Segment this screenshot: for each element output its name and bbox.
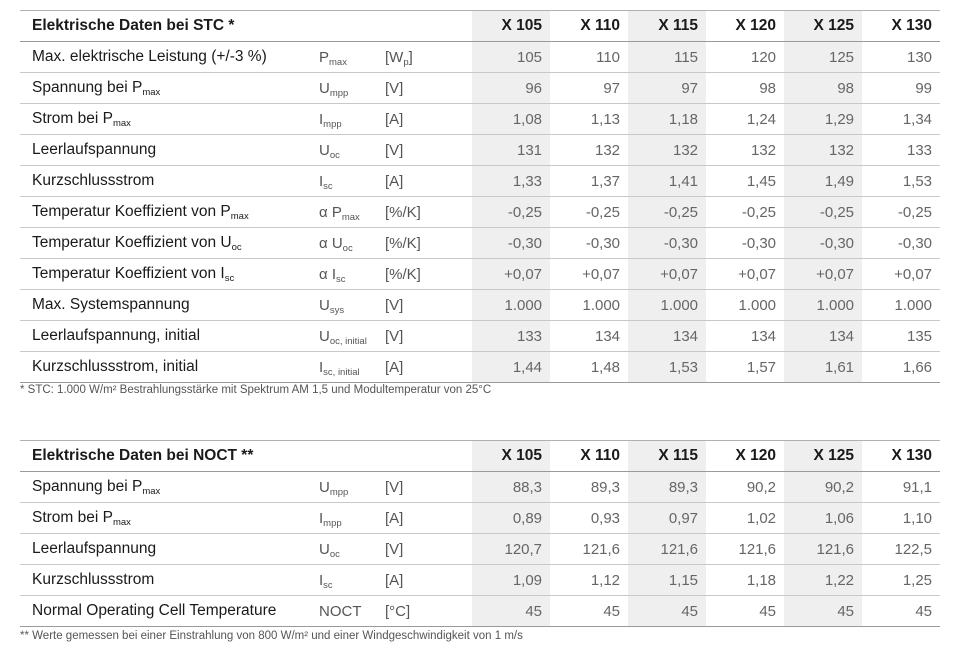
cell-value: 105 — [472, 42, 550, 73]
model-header: X 105 — [472, 11, 550, 42]
cell-value: -0,25 — [784, 197, 862, 228]
row-unit-text: [A] — [385, 110, 404, 128]
cell-value: -0,25 — [550, 197, 628, 228]
row-symbol — [315, 565, 385, 596]
cell-value: 1.000 — [628, 290, 706, 321]
row-symbol-sub: mpp — [323, 118, 342, 130]
row-label — [20, 104, 315, 135]
model-header: X 130 — [862, 441, 940, 472]
model-header: X 125 — [784, 441, 862, 472]
row-label-text: Kurzschlussstrom — [32, 571, 155, 588]
cell-value: 1.000 — [784, 290, 862, 321]
cell-value: 1,18 — [706, 565, 784, 596]
row-label — [20, 472, 315, 503]
cell-value: 1,09 — [472, 565, 550, 596]
row-symbol-sub: sys — [329, 304, 345, 316]
row-symbol — [315, 534, 385, 565]
row-unit-text: [W — [385, 48, 404, 66]
cell-value: -0,30 — [628, 228, 706, 259]
row-symbol — [315, 321, 385, 352]
cell-value: 1,45 — [706, 166, 784, 197]
row-symbol-text: I — [319, 172, 324, 190]
row-label-text: Strom bei P — [32, 110, 113, 127]
stc-table — [20, 10, 940, 383]
table-row — [20, 259, 940, 290]
table-row — [20, 135, 940, 166]
row-symbol-text: U — [319, 478, 330, 496]
row-symbol — [315, 104, 385, 135]
row-symbol-text: NOCT — [319, 602, 362, 620]
row-label-text: Temperatur Koeffizient von I — [32, 265, 225, 282]
model-header: X 110 — [550, 11, 628, 42]
row-unit-text: [A] — [385, 358, 404, 376]
table-row — [20, 290, 940, 321]
cell-value: 45 — [862, 596, 940, 627]
row-symbol-sub: oc, initial — [329, 335, 367, 347]
cell-value: 133 — [472, 321, 550, 352]
cell-value: -0,25 — [628, 197, 706, 228]
row-label-text: Max. Systemspannung — [32, 296, 190, 313]
row-unit — [385, 166, 472, 197]
stc-header-row — [20, 11, 940, 42]
row-symbol-sub: oc — [342, 242, 353, 254]
row-label-sub: max — [142, 87, 161, 98]
cell-value: 1,24 — [706, 104, 784, 135]
cell-value: 89,3 — [550, 472, 628, 503]
row-unit — [385, 352, 472, 383]
cell-value: 132 — [628, 135, 706, 166]
cell-value: 121,6 — [550, 534, 628, 565]
cell-value: 1,15 — [628, 565, 706, 596]
cell-value: 90,2 — [784, 472, 862, 503]
cell-value: 1,06 — [784, 503, 862, 534]
row-symbol — [315, 596, 385, 627]
cell-value: 132 — [706, 135, 784, 166]
row-unit-sub: p — [403, 56, 409, 68]
row-unit-text: [%/K] — [385, 234, 421, 252]
row-label — [20, 596, 315, 627]
row-label — [20, 135, 315, 166]
row-symbol-text: U — [319, 327, 330, 345]
model-header: X 110 — [550, 441, 628, 472]
cell-value: -0,30 — [862, 228, 940, 259]
row-unit-text: [A] — [385, 172, 404, 190]
cell-value: +0,07 — [784, 259, 862, 290]
cell-value: 1,44 — [472, 352, 550, 383]
row-label-text: Spannung bei P — [32, 79, 143, 96]
cell-value: 96 — [472, 73, 550, 104]
table-row — [20, 42, 940, 73]
row-label — [20, 534, 315, 565]
cell-value: 98 — [706, 73, 784, 104]
table-row — [20, 565, 940, 596]
cell-value: 134 — [550, 321, 628, 352]
row-unit — [385, 73, 472, 104]
cell-value: -0,30 — [706, 228, 784, 259]
cell-value: 97 — [628, 73, 706, 104]
row-label-text: Temperatur Koeffizient von U — [32, 234, 232, 251]
cell-value: -0,30 — [472, 228, 550, 259]
row-label-text: Spannung bei P — [32, 478, 143, 495]
model-header: X 115 — [628, 11, 706, 42]
cell-value: 90,2 — [706, 472, 784, 503]
noct-header-row — [20, 441, 940, 472]
cell-value: 45 — [472, 596, 550, 627]
row-symbol-sub: max — [329, 56, 347, 68]
cell-value: 1,33 — [472, 166, 550, 197]
cell-value: 98 — [784, 73, 862, 104]
row-unit-text: [%/K] — [385, 265, 421, 283]
row-symbol-sub: sc — [323, 180, 333, 192]
row-symbol-text: I — [319, 358, 324, 376]
table-row — [20, 104, 940, 135]
cell-value: 1,12 — [550, 565, 628, 596]
cell-value: 45 — [550, 596, 628, 627]
cell-value: 1,34 — [862, 104, 940, 135]
row-symbol-sub: mpp — [329, 87, 349, 99]
row-symbol — [315, 503, 385, 534]
model-header: X 115 — [628, 441, 706, 472]
row-label — [20, 503, 315, 534]
cell-value: 45 — [628, 596, 706, 627]
cell-value: +0,07 — [550, 259, 628, 290]
row-unit-tail: ] — [408, 48, 413, 66]
row-label-text: Leerlaufspannung — [32, 540, 157, 557]
cell-value: 97 — [550, 73, 628, 104]
row-unit-text: [A] — [385, 509, 404, 527]
row-label-sub: max — [142, 486, 161, 497]
row-label — [20, 166, 315, 197]
cell-value: 115 — [628, 42, 706, 73]
row-label-sub: max — [112, 118, 131, 129]
row-unit — [385, 290, 472, 321]
cell-value: +0,07 — [706, 259, 784, 290]
cell-value: 1,61 — [784, 352, 862, 383]
row-unit-text: [V] — [385, 478, 404, 496]
model-header: X 120 — [706, 11, 784, 42]
row-unit-text: [V] — [385, 540, 404, 558]
row-symbol — [315, 135, 385, 166]
row-symbol-sub: sc, initial — [323, 366, 360, 378]
cell-value: 132 — [550, 135, 628, 166]
cell-value: 1,29 — [784, 104, 862, 135]
cell-value: 1,10 — [862, 503, 940, 534]
cell-value: 1,57 — [706, 352, 784, 383]
cell-value: 0,93 — [550, 503, 628, 534]
cell-value: 1,49 — [784, 166, 862, 197]
cell-value: -0,25 — [472, 197, 550, 228]
row-unit — [385, 534, 472, 565]
row-symbol-text: I — [319, 110, 324, 128]
row-symbol — [315, 228, 385, 259]
row-label — [20, 565, 315, 596]
row-label — [20, 321, 315, 352]
cell-value: 131 — [472, 135, 550, 166]
cell-value: 121,6 — [784, 534, 862, 565]
row-symbol-sub: mpp — [323, 517, 342, 529]
cell-value: 120,7 — [472, 534, 550, 565]
row-unit — [385, 472, 472, 503]
row-label-text: Max. elektrische Leistung (+/-3 %) — [32, 48, 267, 65]
cell-value: 1,13 — [550, 104, 628, 135]
row-unit — [385, 104, 472, 135]
row-symbol — [315, 42, 385, 73]
cell-value: +0,07 — [862, 259, 940, 290]
row-unit — [385, 503, 472, 534]
row-label-text: Kurzschlussstrom, initial — [32, 358, 199, 375]
row-symbol-text: α U — [319, 234, 343, 252]
row-label — [20, 352, 315, 383]
cell-value: 110 — [550, 42, 628, 73]
row-unit-text: [V] — [385, 79, 404, 97]
row-label — [20, 73, 315, 104]
row-symbol-text: I — [319, 509, 324, 527]
cell-value: 1.000 — [472, 290, 550, 321]
cell-value: 121,6 — [706, 534, 784, 565]
cell-value: 91,1 — [862, 472, 940, 503]
table-row — [20, 228, 940, 259]
row-label-text: Leerlaufspannung, initial — [32, 327, 201, 344]
row-symbol-text: U — [319, 540, 330, 558]
cell-value: 1.000 — [706, 290, 784, 321]
cell-value: -0,25 — [862, 197, 940, 228]
row-symbol-text: I — [319, 571, 324, 589]
row-unit — [385, 596, 472, 627]
row-unit — [385, 259, 472, 290]
cell-value: 130 — [862, 42, 940, 73]
cell-value: 134 — [784, 321, 862, 352]
model-header: X 105 — [472, 441, 550, 472]
cell-value: 135 — [862, 321, 940, 352]
row-label-sub: sc — [224, 273, 235, 284]
cell-value: 1,02 — [706, 503, 784, 534]
row-label — [20, 290, 315, 321]
cell-value: 1.000 — [550, 290, 628, 321]
row-unit-text: [V] — [385, 141, 404, 159]
row-label-text: Normal Operating Cell Temperature — [32, 602, 277, 619]
cell-value: 134 — [706, 321, 784, 352]
noct-table — [20, 440, 940, 627]
row-label — [20, 259, 315, 290]
table-row — [20, 534, 940, 565]
row-symbol-sub: oc — [329, 149, 340, 161]
model-header: X 120 — [706, 441, 784, 472]
cell-value: 1,66 — [862, 352, 940, 383]
cell-value: 133 — [862, 135, 940, 166]
cell-value: 132 — [784, 135, 862, 166]
cell-value: 99 — [862, 73, 940, 104]
cell-value: -0,30 — [550, 228, 628, 259]
noct-title: Elektrische Daten bei NOCT ** — [20, 441, 472, 472]
cell-value: 45 — [784, 596, 862, 627]
row-unit — [385, 228, 472, 259]
row-unit — [385, 42, 472, 73]
row-unit — [385, 197, 472, 228]
cell-value: 122,5 — [862, 534, 940, 565]
row-symbol-sub: sc — [336, 273, 346, 285]
cell-value: 1,37 — [550, 166, 628, 197]
row-symbol-text: P — [319, 48, 330, 66]
row-symbol — [315, 472, 385, 503]
model-header: X 125 — [784, 11, 862, 42]
cell-value: 1,41 — [628, 166, 706, 197]
row-symbol — [315, 259, 385, 290]
row-label-text: Leerlaufspannung — [32, 141, 157, 158]
table-row — [20, 73, 940, 104]
cell-value: 121,6 — [628, 534, 706, 565]
row-symbol-sub: mpp — [329, 486, 349, 498]
row-label — [20, 197, 315, 228]
row-symbol-sub: max — [341, 211, 360, 223]
table-row — [20, 352, 940, 383]
row-symbol — [315, 197, 385, 228]
row-symbol — [315, 290, 385, 321]
cell-value: 1,25 — [862, 565, 940, 596]
cell-value: 1,08 — [472, 104, 550, 135]
row-symbol — [315, 73, 385, 104]
table-row — [20, 503, 940, 534]
cell-value: 88,3 — [472, 472, 550, 503]
cell-value: 1,53 — [628, 352, 706, 383]
row-symbol-text: U — [319, 296, 330, 314]
row-label-text: Kurzschlussstrom — [32, 172, 155, 189]
row-label-text: Temperatur Koeffizient von P — [32, 203, 231, 220]
cell-value: 1,48 — [550, 352, 628, 383]
cell-value: +0,07 — [628, 259, 706, 290]
row-symbol — [315, 166, 385, 197]
noct-footnote: ** Werte gemessen bei einer Einstrahlung von 800 W/m² und einer Windgeschwindigkeit von 1 m/s — [20, 630, 523, 642]
row-symbol-sub: sc — [323, 579, 333, 591]
cell-value: 0,97 — [628, 503, 706, 534]
row-label-text: Strom bei P — [32, 509, 113, 526]
row-label-sub: oc — [231, 242, 242, 253]
cell-value: 45 — [706, 596, 784, 627]
cell-value: 1,53 — [862, 166, 940, 197]
cell-value: 1,22 — [784, 565, 862, 596]
stc-title: Elektrische Daten bei STC * — [20, 11, 472, 42]
cell-value: 125 — [784, 42, 862, 73]
row-label-sub: max — [230, 211, 249, 222]
row-unit — [385, 565, 472, 596]
table-row — [20, 472, 940, 503]
row-unit — [385, 321, 472, 352]
cell-value: -0,30 — [784, 228, 862, 259]
cell-value: +0,07 — [472, 259, 550, 290]
row-label — [20, 42, 315, 73]
cell-value: -0,25 — [706, 197, 784, 228]
cell-value: 89,3 — [628, 472, 706, 503]
row-symbol-text: U — [319, 141, 330, 159]
row-unit-text: [%/K] — [385, 203, 421, 221]
table-row — [20, 596, 940, 627]
row-symbol-text: U — [319, 79, 330, 97]
row-label-sub: max — [112, 517, 131, 528]
table-row — [20, 166, 940, 197]
row-unit-text: [V] — [385, 327, 404, 345]
row-symbol — [315, 352, 385, 383]
stc-footnote: * STC: 1.000 W/m² Bestrahlungsstärke mit Spektrum AM 1,5 und Modultemperatur von 25°C — [20, 384, 492, 396]
row-unit-text: [V] — [385, 296, 404, 314]
row-unit-text: [°C] — [385, 602, 411, 620]
model-header: X 130 — [862, 11, 940, 42]
cell-value: 0,89 — [472, 503, 550, 534]
row-symbol-sub: oc — [329, 548, 340, 560]
table-row — [20, 197, 940, 228]
row-unit-text: [A] — [385, 571, 404, 589]
row-label — [20, 228, 315, 259]
cell-value: 1,18 — [628, 104, 706, 135]
row-symbol-text: α I — [319, 265, 337, 283]
cell-value: 134 — [628, 321, 706, 352]
row-symbol-text: α P — [319, 203, 342, 221]
row-unit — [385, 135, 472, 166]
cell-value: 1.000 — [862, 290, 940, 321]
table-row — [20, 321, 940, 352]
cell-value: 120 — [706, 42, 784, 73]
